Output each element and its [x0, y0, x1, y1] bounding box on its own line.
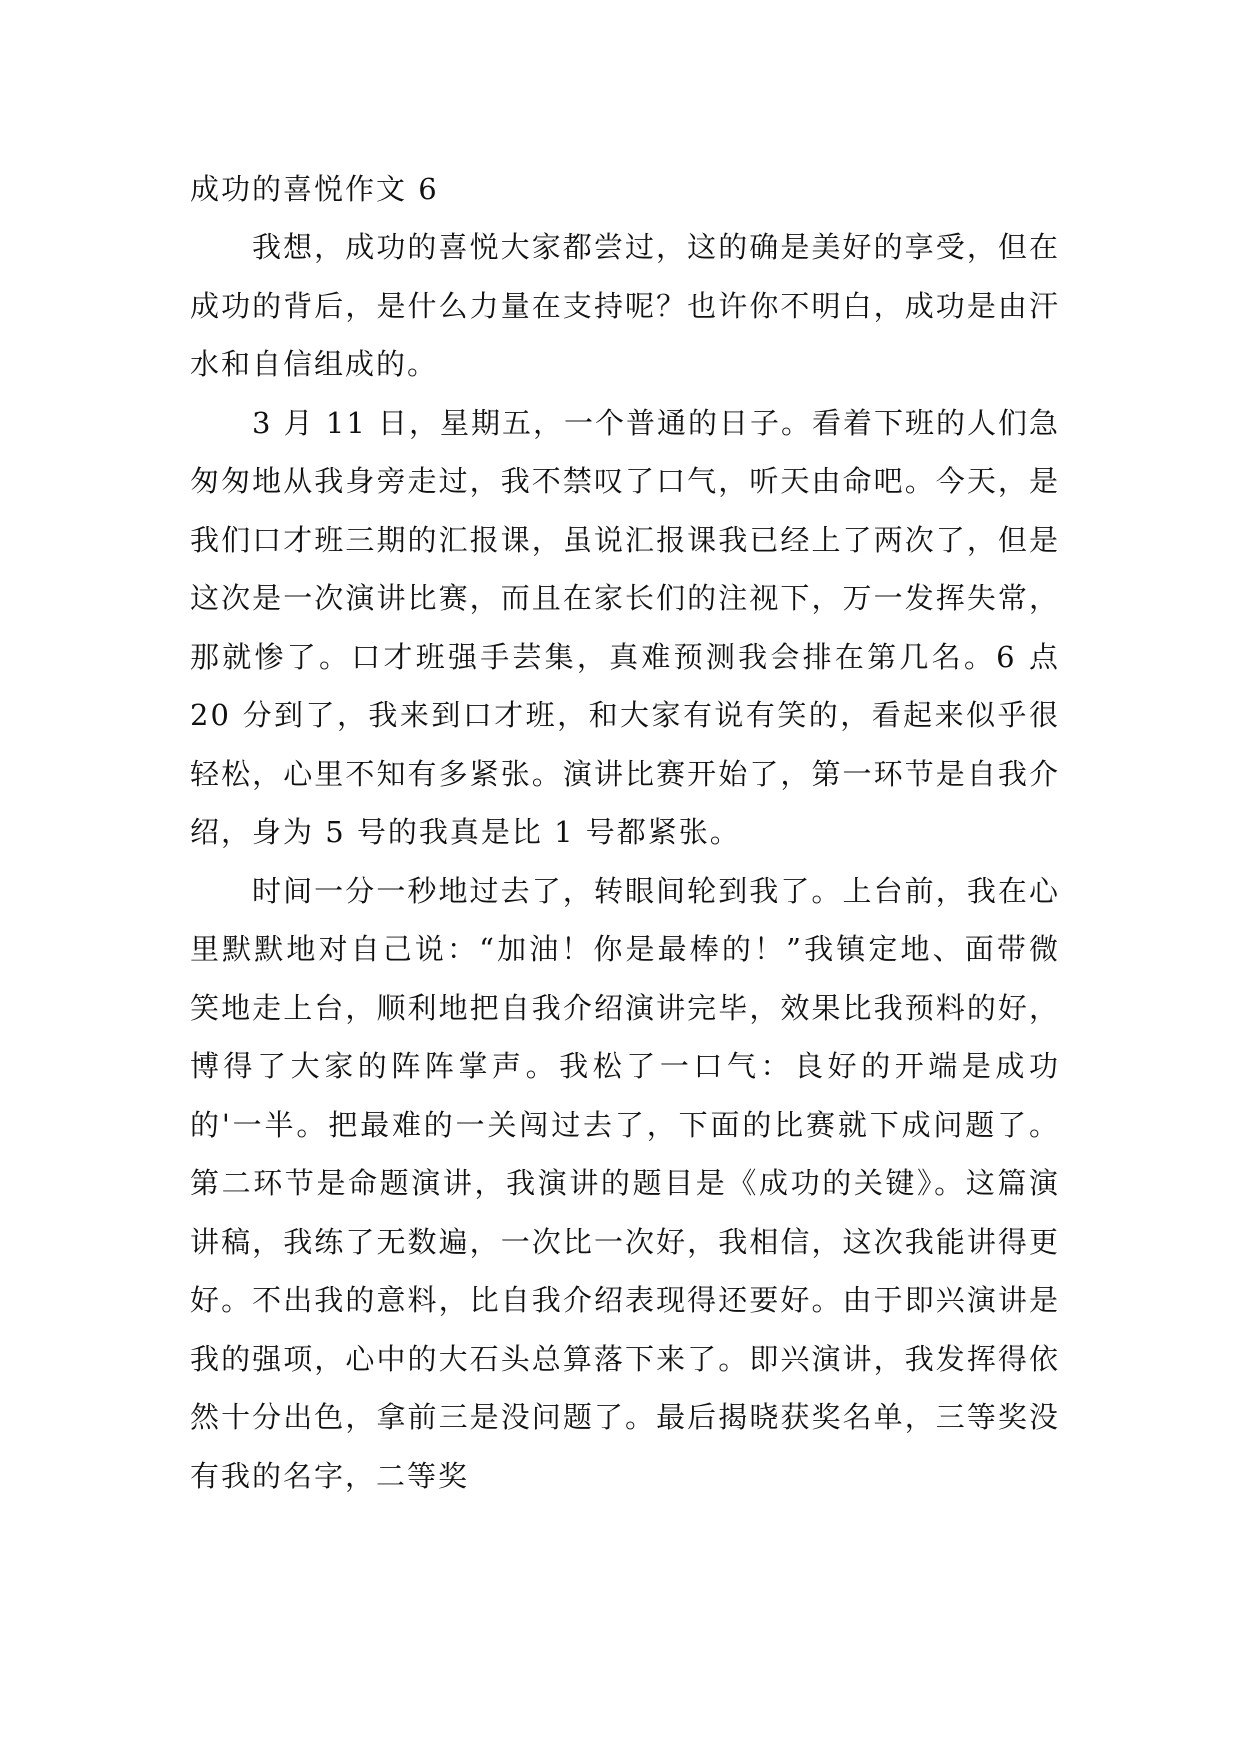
document-body — [190, 160, 1060, 1505]
paragraph: 我想，成功的喜悦大家都尝过，这的确是美好的享受，但在成功的背后，是什么力量在支持呢？也许你不明白，成功是由汗水和自信组成的。 — [190, 230, 1060, 381]
document-title: 成功的喜悦作文 6 — [190, 172, 439, 206]
paragraph: 3 月 11 日，星期五，一个普通的日子。看着下班的人们急匆匆地从我身旁走过，我不禁叹了口气，听天由命吧。今天，是我们口才班三期的汇报课，虽说汇报课我已经上了两次了，但是这次是一次演讲比赛，而且在家长们的注视下，万一发挥失常，那就惨了。口才班强手芸集，真难预测我会排在第几名。6 点 20 分到了，我来到口才班，和大家有说有笑的，看起来似乎很轻松，心里不知有多紧张。演讲比赛开始了，第一环节是自我介绍，身为 5 号的我真是比 1 号都紧张。 — [190, 405, 1061, 849]
paragraph: 时间一分一秒地过去了，转眼间轮到我了。上台前，我在心里默默地对自己说：“加油！你是最棒的！”我镇定地、面带微笑地走上台，顺利地把自我介绍演讲完毕，效果比我预料的好，博得了大家的阵阵掌声。我松了一口气：良好的开端是成功的'一半。把最难的一关闯过去了，下面的比赛就下成问题了。第二环节是命题演讲，我演讲的题目是《成功的关键》。这篇演讲稿，我练了无数遍，一次比一次好，我相信，这次我能讲得更好。不出我的意料，比自我介绍表现得还要好。由于即兴演讲是我的强项，心中的大石头总算落下来了。即兴演讲，我发挥得依然十分出色，拿前三是没问题了。最后揭晓获奖名单，三等奖没有我的名字，二等奖 — [190, 873, 1060, 1493]
